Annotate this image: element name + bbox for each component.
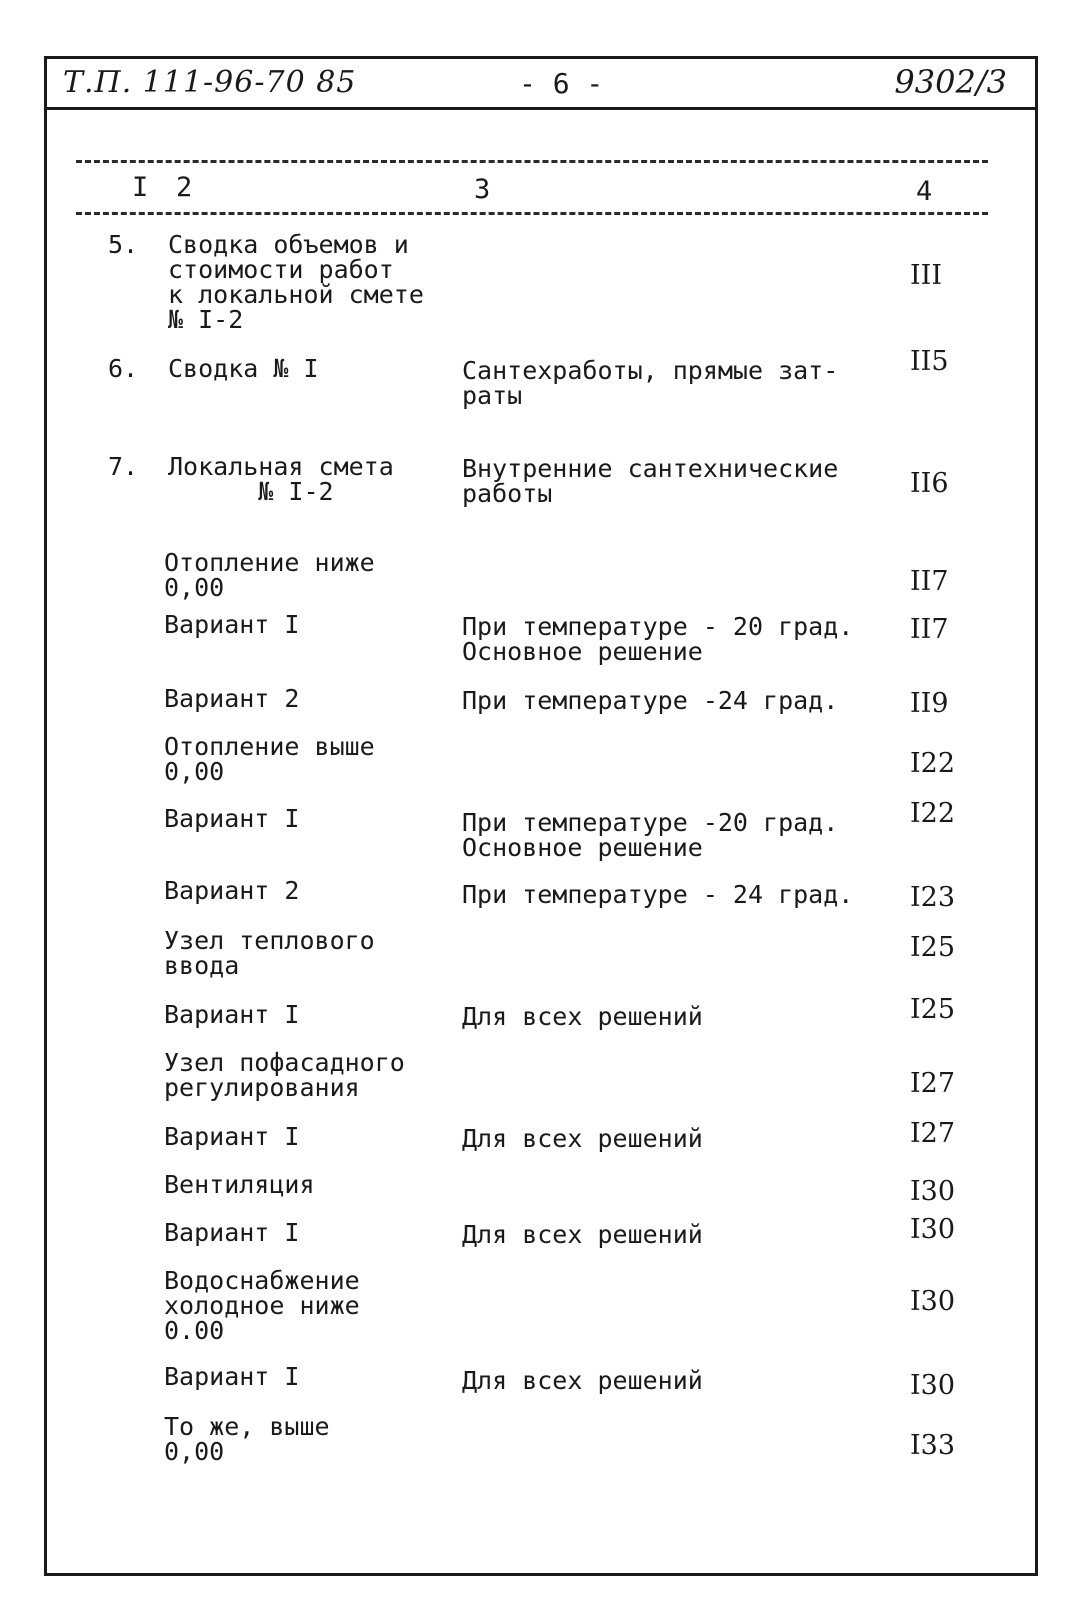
sheet-number: 9302/3 bbox=[894, 63, 1007, 101]
row-description: Для всех решений bbox=[462, 1366, 703, 1395]
row-page: I30 bbox=[910, 1286, 956, 1317]
row-title: Вариант I bbox=[164, 804, 300, 833]
row-description: Для всех решений bbox=[462, 1124, 703, 1153]
row-page: I22 bbox=[910, 798, 956, 829]
row-title: Сводка № I bbox=[168, 354, 319, 383]
column-header-4: 4 bbox=[916, 176, 933, 207]
header-divider bbox=[47, 107, 1035, 110]
table-header-rule bbox=[76, 212, 988, 215]
row-description: При температуре -24 град. bbox=[462, 686, 839, 715]
column-header-3: 3 bbox=[474, 174, 491, 205]
row-page: I30 bbox=[910, 1370, 956, 1401]
row-title: Вариант I bbox=[164, 610, 300, 639]
column-header-2: 2 bbox=[176, 172, 193, 203]
row-description: Внутренние сантехнические работы bbox=[462, 454, 839, 508]
row-title: Вариант 2 bbox=[164, 684, 300, 713]
page-number: - 6 - bbox=[519, 67, 604, 100]
row-title: Вариант I bbox=[164, 1218, 300, 1247]
row-title: Отопление выше 0,00 bbox=[164, 732, 375, 786]
row-page: II6 bbox=[910, 468, 949, 499]
row-title: Локальная смета № I-2 bbox=[168, 452, 394, 506]
row-title: Узел теплового ввода bbox=[164, 926, 375, 980]
row-page: I30 bbox=[910, 1214, 956, 1245]
row-number: 7. bbox=[108, 452, 139, 481]
row-page: I23 bbox=[910, 882, 956, 913]
row-description: При температуре - 24 град. bbox=[462, 880, 854, 909]
row-title: То же, выше 0,00 bbox=[164, 1412, 330, 1466]
row-title: Вариант 2 bbox=[164, 876, 300, 905]
row-number: 6. bbox=[108, 354, 139, 383]
row-title: Вариант I bbox=[164, 1122, 300, 1151]
row-number: 5. bbox=[108, 230, 139, 259]
row-page: I27 bbox=[910, 1118, 956, 1149]
row-description: Для всех решений bbox=[462, 1220, 703, 1249]
row-title: Узел пофасадного регулирования bbox=[164, 1048, 405, 1102]
row-page: II7 bbox=[910, 614, 949, 645]
row-page: I33 bbox=[910, 1430, 956, 1461]
row-page: I25 bbox=[910, 932, 956, 963]
row-title: Водоснабжение холодное ниже 0.00 bbox=[164, 1266, 360, 1345]
row-page: I22 bbox=[910, 748, 956, 779]
row-title: Вентиляция bbox=[164, 1170, 315, 1199]
document-code: Т.П. 111-96-70 85 bbox=[63, 65, 357, 100]
row-page: I30 bbox=[910, 1176, 956, 1207]
table-top-rule bbox=[76, 160, 988, 163]
row-description: Для всех решений bbox=[462, 1002, 703, 1031]
column-header-1: I bbox=[132, 172, 149, 203]
row-page: II5 bbox=[910, 346, 949, 377]
row-page: I27 bbox=[910, 1068, 956, 1099]
row-description: Сантехработы, прямые зат- раты bbox=[462, 356, 839, 410]
row-page: I25 bbox=[910, 994, 956, 1025]
row-title: Вариант I bbox=[164, 1000, 300, 1029]
row-title: Вариант I bbox=[164, 1362, 300, 1391]
row-page: III bbox=[910, 260, 942, 291]
row-title: Сводка объемов и стоимости работ к локальной смете № I-2 bbox=[168, 230, 424, 334]
row-description: При температуре -20 град. Основное решение bbox=[462, 808, 839, 862]
row-page: II7 bbox=[910, 566, 949, 597]
row-title: Отопление ниже 0,00 bbox=[164, 548, 375, 602]
row-description: При температуре - 20 град. Основное решение bbox=[462, 612, 854, 666]
row-page: II9 bbox=[910, 688, 949, 719]
